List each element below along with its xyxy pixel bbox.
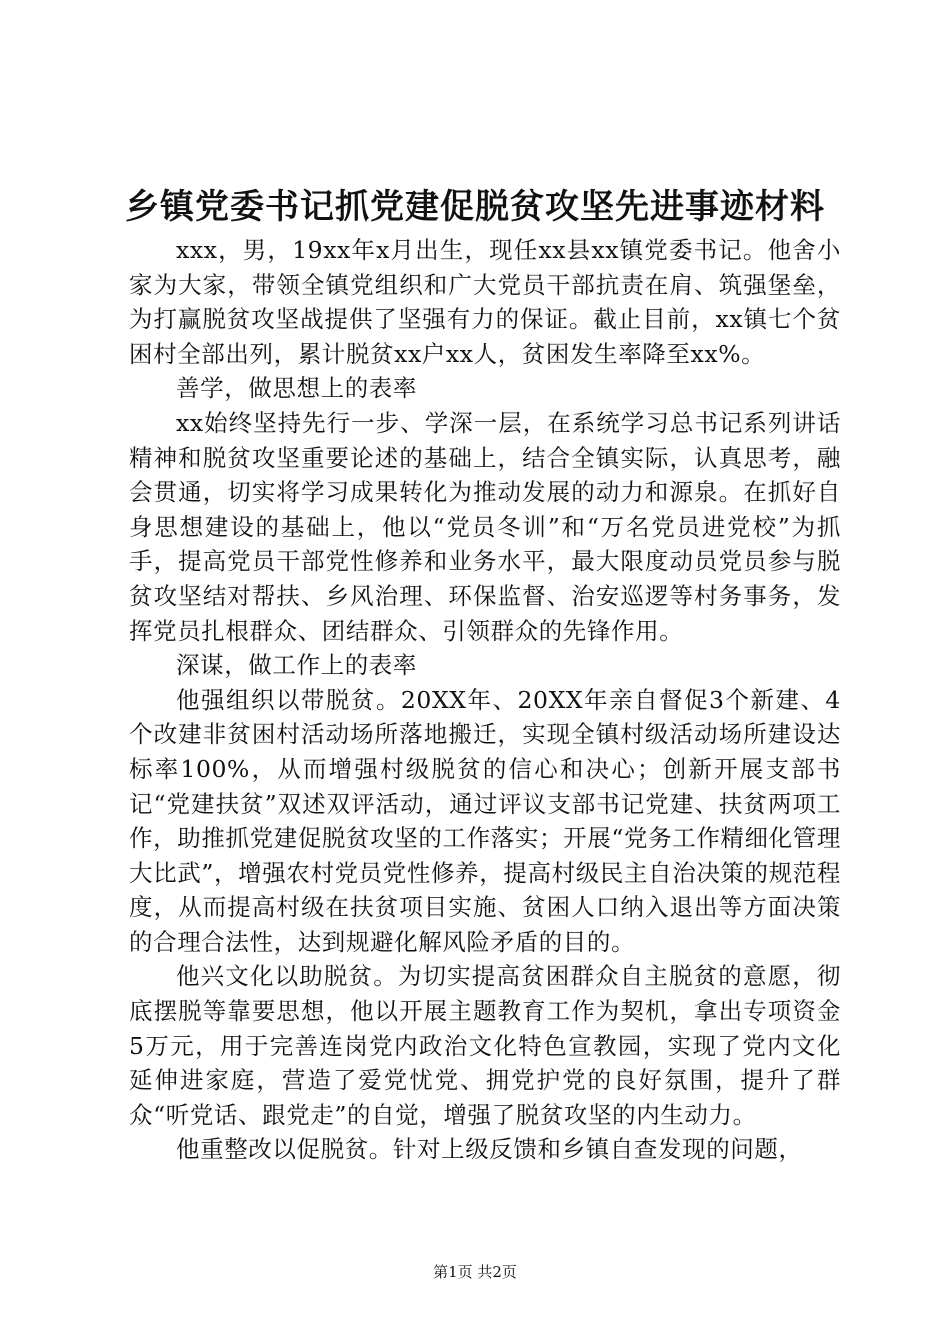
document-body bbox=[129, 233, 841, 1167]
section-heading-study: 善学，做思想上的表率 bbox=[176, 374, 417, 403]
section-heading-work: 深谋，做工作上的表率 bbox=[176, 651, 417, 680]
culture-paragraph: 他兴文化以助脱贫。为切实提高贫困群众自主脱贫的意愿，彻底摆脱等靠要思想，他以开展主题教育工作为契机，拿出专项资金5万元，用于完善连岗党内政治文化特色宣教园，实现了党内文化延伸进家庭，营造了爱党忧党、拥党护党的良好氛围，提升了群众“听党话、跟党走”的自觉，增强了脱贫攻坚的内生动力。 bbox=[129, 962, 841, 1129]
organization-paragraph: 他强组织以带脱贫。20XX年、20XX年亲自督促3个新建、4个改建非贫困村活动场所落地搬迁，实现全镇村级活动场所建设达标率100%，从而增强村级脱贫的信心和决心；创新开展支部书记“党建扶贫”双述双评活动，通过评议支部书记党建、扶贫两项工作，助推抓党建促脱贫攻坚的工作落实；开展“党务工作精细化管理大比武”，增强农村党员党性修养，提高村级民主自治决策的规范程度，从而提高村级在扶贫项目实施、贫困人口纳入退出等方面决策的合理合法性，达到规避化解风险矛盾的目的。 bbox=[129, 685, 841, 956]
page-number-footer: 第1页 共2页 bbox=[433, 1263, 517, 1281]
rectification-paragraph: 他重整改以促脱贫。针对上级反馈和乡镇自查发现的问题， bbox=[176, 1135, 803, 1164]
document-title: 乡镇党委书记抓党建促脱贫攻坚先进事迹材料 bbox=[125, 187, 825, 227]
intro-paragraph: xxx，男，19xx年x月出生，现任xx县xx镇党委书记。他舍小家为大家，带领全镇党组织和广大党员干部抗责在肩、筑强堡垒，为打赢脱贫攻坚战提供了坚强有力的保证。截止目前，xx镇七个贫困村全部出列，累计脱贫xx户xx人，贫困发生率降至xx%。 bbox=[129, 236, 841, 368]
study-paragraph: xx始终坚持先行一步、学深一层，在系统学习总书记系列讲话精神和脱贫攻坚重要论述的基础上，结合全镇实际，认真思考，融会贯通，切实将学习成果转化为推动发展的动力和源泉。在抓好自身思想建设的基础上，他以“党员冬训”和“万名党员进党校”为抓手，提高党员干部党性修养和业务水平，最大限度动员党员参与脱贫攻坚结对帮扶、乡风治理、环保监督、治安巡逻等村务事务，发挥党员扎根群众、团结群众、引领群众的先锋作用。 bbox=[129, 408, 841, 645]
